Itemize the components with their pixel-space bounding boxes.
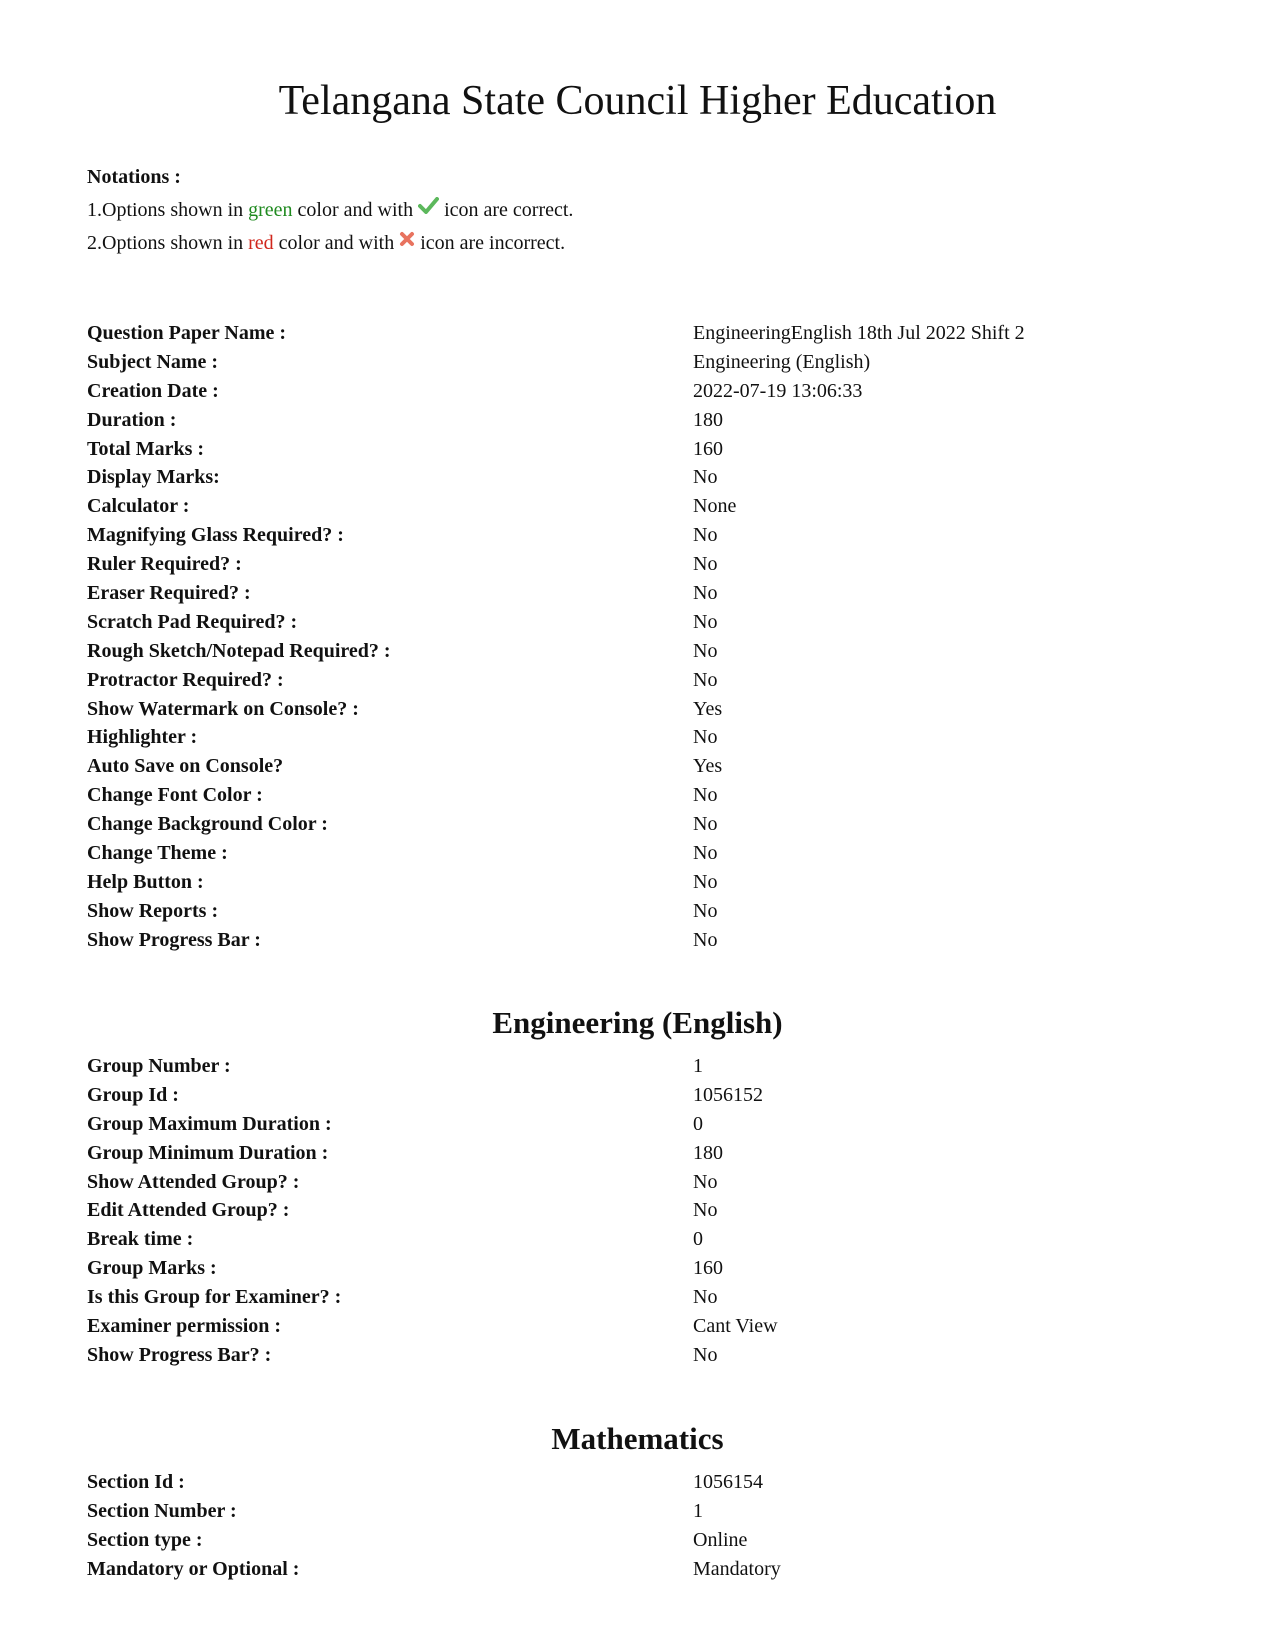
paper-info-label: Scratch Pad Required? : <box>87 610 298 633</box>
notation-correct-middle: color and with <box>297 199 414 221</box>
section-info-value: 1056154 <box>693 1471 763 1493</box>
section-info-label: Section Id : <box>87 1471 185 1493</box>
paper-info-label: Show Watermark on Console? : <box>87 697 359 720</box>
paper-info-row <box>87 897 1237 926</box>
group-info-label: Examiner permission : <box>87 1315 282 1338</box>
group-info-label: Group Minimum Duration : <box>87 1141 329 1164</box>
section-info-label: Mandatory or Optional : <box>87 1557 300 1580</box>
paper-info-value: None <box>693 495 737 518</box>
cross-icon <box>399 226 415 257</box>
paper-info-value: No <box>693 899 718 922</box>
group-info-value: No <box>693 1343 718 1366</box>
paper-info-row <box>87 637 1237 666</box>
paper-info-label: Calculator : <box>87 495 190 518</box>
group-info-row <box>87 1110 1237 1139</box>
paper-info-value: No <box>693 726 718 749</box>
paper-info-label: Protractor Required? : <box>87 668 284 691</box>
group-info-value: Cant View <box>693 1315 778 1338</box>
paper-info-row <box>87 348 1237 377</box>
section-info-label: Section type : <box>87 1528 203 1551</box>
section-info-row <box>87 1468 1237 1497</box>
group-info-value: 0 <box>693 1112 703 1135</box>
paper-info-label: Eraser Required? : <box>87 582 251 605</box>
paper-info-label: Help Button : <box>87 870 204 893</box>
paper-info-row <box>87 406 1237 435</box>
group-info-value: 180 <box>693 1141 723 1164</box>
paper-info-value: No <box>693 582 718 605</box>
paper-info-label: Question Paper Name : <box>87 322 287 344</box>
notation-incorrect-middle: color and with <box>278 232 395 254</box>
paper-info-row <box>87 695 1237 724</box>
paper-info-value: No <box>693 610 718 633</box>
paper-info-value: No <box>693 784 718 807</box>
paper-info-value: No <box>693 668 718 691</box>
paper-info-label: Auto Save on Console? <box>87 755 284 778</box>
notation-green-word: green <box>248 199 293 221</box>
paper-info-value: Yes <box>693 697 723 720</box>
notation-incorrect-suffix: icon are incorrect. <box>420 232 566 254</box>
group-info-row <box>87 1225 1237 1254</box>
group-info-row <box>87 1283 1237 1312</box>
notation-incorrect-prefix: 2.Options shown in <box>87 232 244 254</box>
paper-info-value: 160 <box>693 437 723 460</box>
paper-info-value: 2022-07-19 13:06:33 <box>693 379 863 402</box>
section-heading: Mathematics <box>551 1421 724 1456</box>
paper-info-row <box>87 492 1237 521</box>
group-info-value: No <box>693 1199 718 1222</box>
paper-info-value: No <box>693 639 718 662</box>
section-info-row <box>87 1526 1237 1555</box>
group-info-label: Edit Attended Group? : <box>87 1199 290 1222</box>
paper-info-row <box>87 319 1237 348</box>
section-info-value: 1 <box>693 1499 703 1522</box>
paper-info-label: Total Marks : <box>87 437 205 460</box>
group-info-row <box>87 1081 1237 1110</box>
group-info-label: Group Id : <box>87 1083 179 1106</box>
paper-info-row <box>87 810 1237 839</box>
paper-info-label: Creation Date : <box>87 379 219 402</box>
paper-info-value: No <box>693 466 718 489</box>
paper-info-row <box>87 723 1237 752</box>
paper-info-label: Change Font Color : <box>87 784 263 807</box>
paper-info-list <box>87 319 1237 955</box>
group-info-row <box>87 1052 1237 1081</box>
paper-info-row <box>87 521 1237 550</box>
group-info-value: No <box>693 1286 718 1309</box>
group-info-row <box>87 1341 1237 1370</box>
paper-info-label: Change Background Color : <box>87 813 328 836</box>
notation-correct <box>87 193 573 226</box>
paper-info-label: Highlighter : <box>87 726 198 749</box>
paper-info-value: No <box>693 553 718 576</box>
paper-info-value: No <box>693 524 718 547</box>
notation-red-word: red <box>248 232 274 254</box>
group-info-value: 160 <box>693 1257 723 1280</box>
paper-info-value: Engineering (English) <box>693 350 871 373</box>
paper-info-row <box>87 839 1237 868</box>
paper-info-row <box>87 752 1237 781</box>
paper-info-value: Yes <box>693 755 723 778</box>
paper-info-label: Magnifying Glass Required? : <box>87 524 344 547</box>
group-info-label: Break time : <box>87 1228 194 1251</box>
notations-heading: Notations : <box>87 166 181 188</box>
group-info-label: Group Number : <box>87 1055 231 1077</box>
group-info-row <box>87 1312 1237 1341</box>
group-info-label: Group Marks : <box>87 1257 217 1280</box>
group-info-label: Show Attended Group? : <box>87 1170 300 1193</box>
group-info-value: 0 <box>693 1228 703 1251</box>
paper-info-value: No <box>693 870 718 893</box>
paper-info-row <box>87 926 1237 955</box>
paper-info-label: Show Reports : <box>87 899 219 922</box>
notation-incorrect <box>87 226 573 259</box>
paper-info-row <box>87 781 1237 810</box>
group-info-row <box>87 1139 1237 1168</box>
paper-info-row <box>87 435 1237 464</box>
check-icon <box>418 193 439 224</box>
paper-info-value: No <box>693 842 718 865</box>
group-info-row <box>87 1168 1237 1197</box>
group-info-value: 1056152 <box>693 1083 763 1106</box>
paper-info-label: Display Marks: <box>87 466 220 489</box>
paper-info-row <box>87 550 1237 579</box>
paper-info-value: No <box>693 813 718 836</box>
section-info-value: Online <box>693 1528 748 1551</box>
paper-info-row <box>87 579 1237 608</box>
paper-info-label: Duration : <box>87 408 177 431</box>
paper-info-label: Ruler Required? : <box>87 553 242 576</box>
paper-info-row <box>87 377 1237 406</box>
group-info-value: 1 <box>693 1055 703 1077</box>
group-info-value: No <box>693 1170 718 1193</box>
group-info-label: Is this Group for Examiner? : <box>87 1286 342 1309</box>
paper-info-value: 180 <box>693 408 723 431</box>
paper-info-row <box>87 608 1237 637</box>
section-info-row <box>87 1497 1237 1526</box>
paper-info-label: Subject Name : <box>87 350 219 373</box>
group-info-label: Show Progress Bar? : <box>87 1343 272 1366</box>
paper-info-row <box>87 868 1237 897</box>
paper-info-label: Rough Sketch/Notepad Required? : <box>87 639 391 662</box>
group-info-row <box>87 1254 1237 1283</box>
paper-info-row <box>87 463 1237 492</box>
group-info-list <box>87 1052 1237 1370</box>
paper-info-label: Change Theme : <box>87 842 228 865</box>
group-info-row <box>87 1196 1237 1225</box>
paper-info-row <box>87 666 1237 695</box>
section-info-label: Section Number : <box>87 1499 237 1522</box>
section-info-list <box>87 1468 1237 1584</box>
paper-info-value: No <box>693 928 718 951</box>
page-title: Telangana State Council Higher Education <box>278 78 997 124</box>
notation-correct-suffix: icon are correct. <box>444 199 574 221</box>
group-heading: Engineering (English) <box>492 1005 783 1040</box>
paper-info-value: EngineeringEnglish 18th Jul 2022 Shift 2 <box>693 322 1025 344</box>
notations <box>87 162 573 259</box>
notation-correct-prefix: 1.Options shown in <box>87 199 244 221</box>
group-info-label: Group Maximum Duration : <box>87 1112 332 1135</box>
paper-info-label: Show Progress Bar : <box>87 928 261 951</box>
section-info-value: Mandatory <box>693 1557 781 1580</box>
section-info-row <box>87 1555 1237 1584</box>
